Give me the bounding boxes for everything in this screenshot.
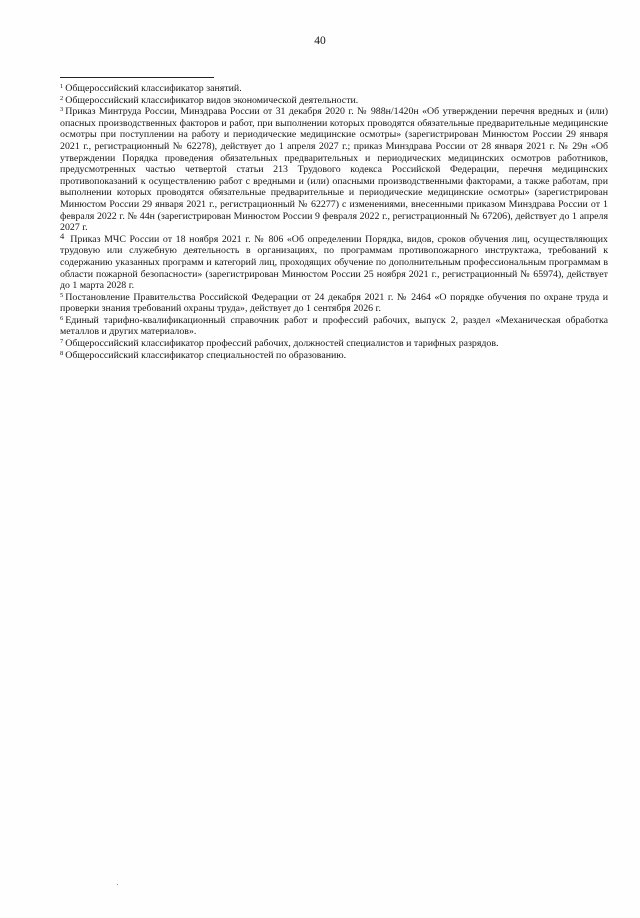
footnote-2 <box>60 95 608 107</box>
footnote-text: Постановление Правительства Российской Федерации от 24 декабря 2021 г. № 2464 «О порядке обучения по охране труда и проверки знания требований охраны труда», действует до 1 сентября 2026 г. <box>60 291 608 315</box>
footnote-text: Общероссийский классификатор профессий рабочих, должностей специалистов и тарифных разрядов. <box>65 338 499 350</box>
footnote-text: Общероссийский классификатор занятий. <box>65 83 242 94</box>
footnote-mark: 3 <box>60 106 64 114</box>
footnote-text: Единый тарифно-квалификационный справочник работ и профессий рабочих, выпуск 2, раздел «Механическая обработка металлов и других материалов». <box>60 314 608 338</box>
footnote-mark: 4 <box>60 230 65 241</box>
footnote-mark: 6 <box>60 314 64 322</box>
footnote-mark: 1 <box>60 83 64 90</box>
page-number: 40 <box>314 35 326 47</box>
scan-speck <box>117 884 118 885</box>
footnote-6 <box>60 315 608 338</box>
footnote-separator <box>60 77 214 78</box>
footnote-3 <box>60 106 608 234</box>
footnote-mark: 5 <box>60 291 64 299</box>
footnote-text: Общероссийский классификатор видов экономической деятельности. <box>65 94 359 106</box>
footnote-4 <box>60 230 608 292</box>
footnote-text: Общероссийский классификатор специальностей по образованию. <box>65 349 347 361</box>
footnote-mark: 8 <box>60 349 64 357</box>
footnote-mark: 7 <box>60 338 64 346</box>
footnote-5 <box>60 292 608 315</box>
footnote-1 <box>60 83 608 95</box>
footnote-8 <box>60 350 608 362</box>
footnotes-section <box>60 83 608 361</box>
footnote-7 <box>60 338 608 350</box>
footnote-mark: 2 <box>60 94 64 102</box>
footnote-text: Приказ Минтруда России, Минздрава России от 31 декабря 2020 г. № 988н/1420н «Об утверждении перечня вредных и (или) опасных производственных факторов и работ, при выполнении которых проводятся обязательные предварительные медицинские осмотры при поступлении на работу и периодические медицинские осмотры» (зарегистрирован Минюстом России 29 января 2021 г., регистрационный № 62278), действует до 1 апреля 2027 г.; приказ Минздрава России от 28 января 2021 г. № 29н «Об утверждении Порядка проведения обязательных предварительных и периодических медицинских осмотров работников, предусмотренных частью четвертой статьи 213 Трудового кодекса Российской Федерации, перечня медицинских противопоказаний к осуществлению работ с вредными и (или) опасными производственными факторами, а также работам, при выполнении которых проводятся обязательные предварительные и периодические медицинские осмотры» (зарегистрирован Минюстом России 29 января 2021 г., регистрационный № 62277) с изменениями, внесенными приказом Минздрава России от 1 февраля 2022 г. № 44н (зарегистрирован Минюстом России 9 февраля 2022 г., регистрационный № 67206), действует до 1 апреля 2027 г. <box>60 106 608 234</box>
footnote-text: Приказ МЧС России от 18 ноября 2021 г. № 806 «Об определении Порядка, видов, сроков обучения лиц, осуществляющих трудовую или служебную деятельность в организациях, по программам противопожарного инструктажа, требований к содержанию указанных программ и категорий лиц, проходящих обучение по дополнительным профессиональным программам в области пожарной безопасности» (зарегистрирован Минюстом России 25 ноября 2021 г., регистрационный № 65974), действует до 1 марта 2028 г. <box>60 233 608 292</box>
